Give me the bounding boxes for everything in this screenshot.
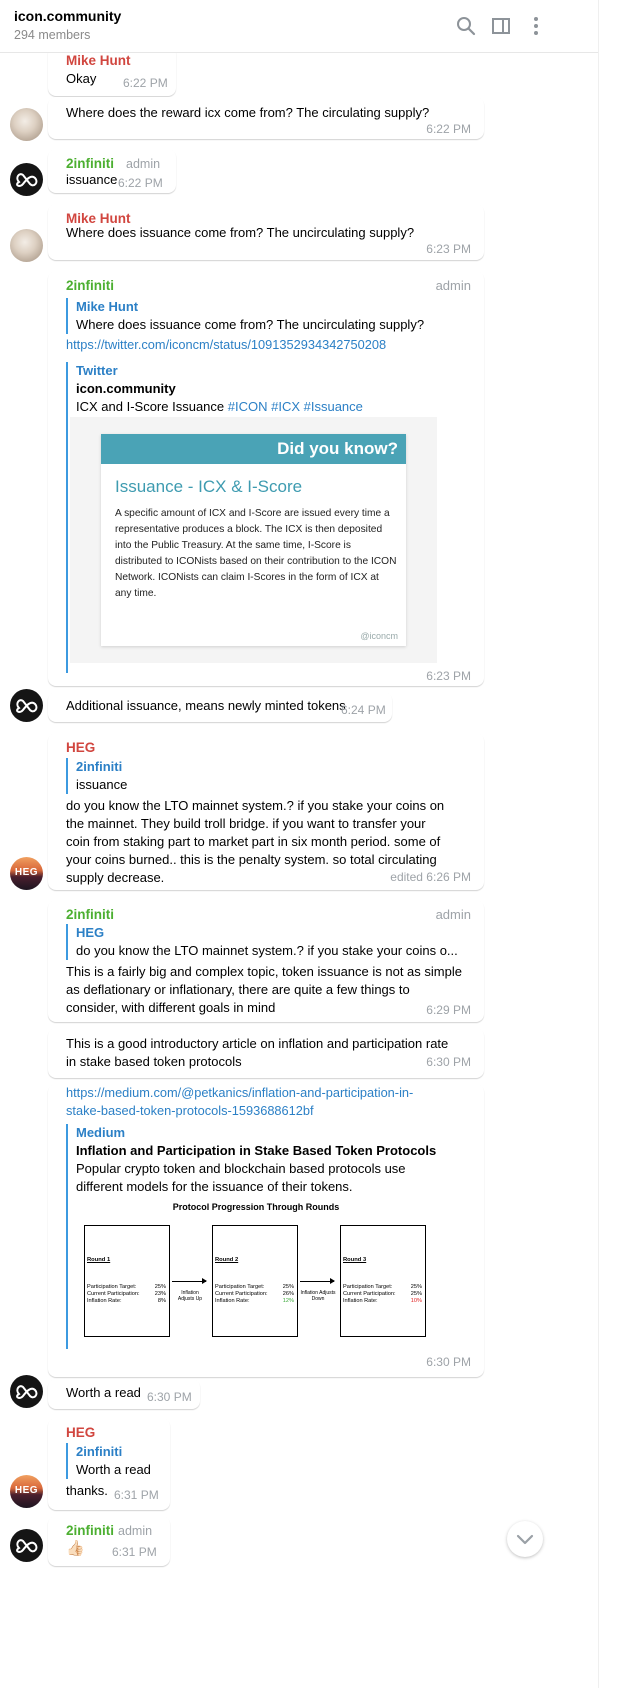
thumbs-up-emoji: 👍🏻 [66, 1540, 85, 1557]
message-bubble[interactable] [48, 733, 484, 890]
infinity-logo-icon [10, 163, 43, 196]
search-icon[interactable] [454, 14, 478, 38]
card-banner-title: Did you know? [277, 439, 398, 458]
round-name: Round 2 [215, 1257, 239, 1263]
reply-text: issuance [76, 777, 128, 792]
preview-title: icon.community [76, 381, 176, 396]
avatar[interactable] [10, 1475, 43, 1508]
preview-site: Twitter [76, 363, 118, 378]
message-time: edited 6:26 PM [390, 870, 471, 884]
message-time: 6:29 PM [426, 1003, 471, 1017]
reply-sender: 2infiniti [76, 1444, 123, 1459]
message-text: issuance [66, 172, 118, 187]
sender-name[interactable]: 2infiniti [66, 1523, 114, 1538]
sidebar-toggle-icon[interactable] [489, 14, 513, 38]
message-bubble[interactable] [48, 149, 176, 193]
message-time: 6:31 PM [114, 1488, 159, 1502]
message-time: 6:22 PM [118, 176, 163, 190]
infinity-logo-icon [10, 1375, 43, 1408]
card-banner [101, 434, 406, 464]
message-text: do you know the LTO mainnet system.? if you stake your coins on the mainnet. They build troll bridge. if you want to transfer your coin from staking part to market part in six month period. some of your coins burned.. this is the penalty system. so total circulating supply decrease. [66, 798, 445, 885]
message-text: This is a good introductory article on inflation and participation rate in stake based token protocols [66, 1036, 449, 1069]
arrow-label: Inflation Adjusts Up [177, 1290, 203, 1302]
more-vertical-icon[interactable] [524, 14, 548, 38]
admin-badge: admin [435, 907, 471, 922]
message-bubble[interactable] [48, 1379, 200, 1409]
avatar[interactable] [10, 689, 43, 722]
arrow-icon [300, 1281, 334, 1282]
card-handle: @iconcm [360, 631, 398, 641]
message-text: thanks. [66, 1483, 108, 1498]
admin-badge: admin [435, 278, 471, 293]
message-bubble[interactable] [48, 900, 484, 1022]
chat-header [0, 0, 598, 53]
message-time: 6:30 PM [426, 1055, 471, 1069]
avatar[interactable] [10, 229, 43, 262]
avatar-initials: HEG [14, 867, 39, 878]
card-body: A specific amount of ICX and I-Score are issued every time a representative produces a block. The ICX is then deposited into the Public Treasury. At the same time, I-Score is distributed to ICONists based on their contribution to the ICON Network. ICONists can claim I-Scores in the form of ICX at any time. [115, 508, 397, 599]
twitter-link[interactable]: https://twitter.com/iconcm/status/1091352934342750208 [66, 337, 387, 352]
pane-divider [598, 0, 599, 1688]
preview-hashtags[interactable]: #ICON #ICX #Issuance [227, 399, 363, 414]
info-card [101, 434, 406, 646]
reply-sender: Mike Hunt [76, 299, 139, 314]
message-bubble[interactable] [48, 692, 392, 722]
avatar[interactable] [10, 1375, 43, 1408]
sender-name[interactable]: 2infiniti [66, 907, 114, 922]
reply-quote[interactable] [66, 758, 127, 794]
arrow-label: Inflation Adjusts Down [300, 1290, 336, 1302]
message-bubble[interactable] [48, 1516, 170, 1566]
avatar[interactable] [10, 163, 43, 196]
reply-sender: HEG [76, 925, 105, 940]
sender-name[interactable]: HEG [66, 1425, 96, 1440]
round-name: Round 3 [343, 1257, 367, 1263]
arrow-icon [172, 1281, 206, 1282]
sender-name[interactable]: Mike Hunt [66, 53, 131, 68]
admin-badge: admin [118, 1524, 153, 1538]
reply-sender: 2infiniti [76, 759, 123, 774]
medium-link[interactable]: https://medium.com/@petkanics/inflation-and-participation-in- stake-based-token-protocols-1593688612bf [66, 1085, 414, 1118]
message-time: 6:24 PM [341, 703, 386, 717]
message-bubble[interactable] [48, 97, 484, 139]
avatar[interactable] [10, 857, 43, 890]
preview-text: Popular crypto token and blockchain based protocols use different models for the issuance of their tokens. [76, 1161, 406, 1194]
admin-badge: admin [126, 157, 161, 171]
message-time: 6:22 PM [123, 76, 168, 90]
message-time: 6:23 PM [426, 669, 471, 683]
message-time: 6:22 PM [426, 122, 471, 136]
preview-title: Inflation and Participation in Stake Based Token Protocols [76, 1143, 437, 1158]
round-box: Round 2 Participation Target: Current Participation: Inflation Rate: 25% 26% 12% [212, 1225, 298, 1337]
member-count: 294 members [14, 28, 91, 42]
message-text: Additional issuance, means newly minted tokens [66, 698, 346, 713]
reply-text: Where does issuance come from? The uncirculating supply? [76, 317, 425, 332]
preview-image[interactable] [70, 417, 437, 663]
sender-name[interactable]: HEG [66, 740, 96, 755]
preview-text: ICX and I-Score Issuance #ICON #ICX #Issuance [76, 399, 363, 414]
message-bubble[interactable] [48, 1028, 484, 1078]
diagram-title: Protocol Progression Through Rounds [172, 1202, 340, 1212]
message-bubble[interactable] [48, 46, 176, 96]
message-time: 6:23 PM [426, 242, 471, 256]
infinity-logo-icon [10, 1529, 43, 1562]
message-text: Worth a read [66, 1385, 141, 1400]
message-text: Okay [66, 71, 97, 86]
round-box: Round 3 Participation Target: Current Participation: Inflation Rate: 25% 25% 10% [340, 1225, 426, 1337]
chat-title[interactable]: icon.community [14, 8, 122, 24]
card-heading: Issuance - ICX & I-Score [115, 477, 303, 496]
message-time: 6:31 PM [112, 1545, 157, 1559]
preview-site: Medium [76, 1125, 126, 1140]
scroll-down-button[interactable] [507, 1521, 543, 1557]
reply-text: do you know the LTO mainnet system.? if you stake your coins o... [76, 943, 458, 958]
reply-quote[interactable] [66, 924, 458, 960]
avatar[interactable] [10, 1529, 43, 1562]
sender-name[interactable]: 2infiniti [66, 156, 114, 171]
avatar-initials: HEG [14, 1485, 39, 1496]
message-bubble[interactable] [48, 204, 484, 260]
infinity-logo-icon [10, 689, 43, 722]
message-time: 6:30 PM [147, 1390, 192, 1404]
message-text: This is a fairly big and complex topic, token issuance is not as simple as deflationary or inflationary, there are quite a few things to consider, with different goals in mind [66, 964, 462, 1015]
reply-text: Worth a read [76, 1462, 151, 1477]
sender-name[interactable]: 2infiniti [66, 278, 114, 293]
chevron-down-icon [507, 1521, 543, 1557]
reply-quote[interactable] [66, 1443, 151, 1479]
reply-quote[interactable] [66, 298, 424, 334]
message-text: Where does the reward icx come from? The circulating supply? [66, 105, 430, 120]
preview-image[interactable] [80, 1198, 432, 1344]
message-text: Where does issuance come from? The uncirculating supply? [66, 225, 415, 240]
message-bubble[interactable] [48, 1418, 170, 1510]
avatar[interactable] [10, 108, 43, 141]
round-name: Round 1 [87, 1257, 111, 1263]
message-time: 6:30 PM [426, 1355, 471, 1369]
round-box: Round 1 Participation Target: Current Participation: Inflation Rate: 25% 23% 8% [84, 1225, 170, 1337]
sender-name[interactable]: Mike Hunt [66, 211, 131, 226]
